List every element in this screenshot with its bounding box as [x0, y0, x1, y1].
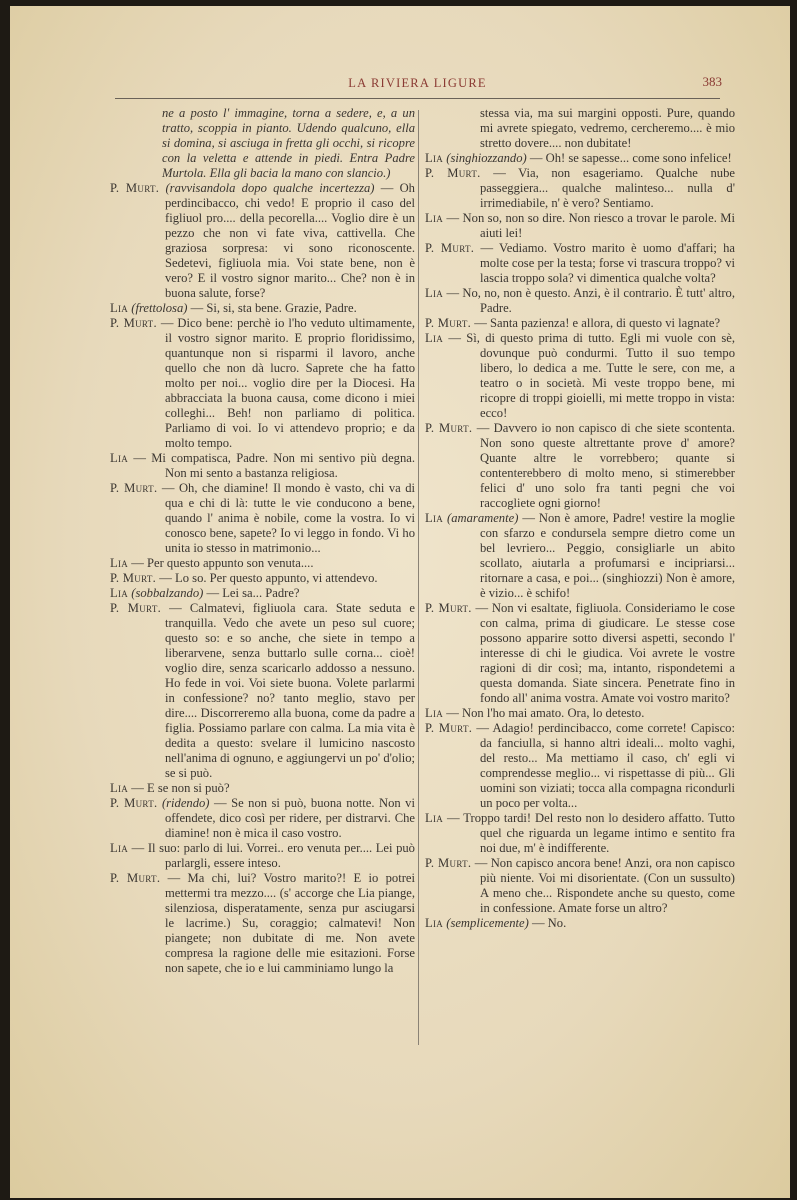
speaker-name: P. Murt. — [110, 871, 161, 885]
page-header — [115, 72, 720, 99]
speaker-name: P. Murt. — [425, 601, 472, 615]
speaker-name: P. Murt. — [110, 181, 160, 195]
speech-text: — Non vi esaltate, figliuola. Consideriamo le cose con calma, prima di giudicare. Le stesse cose possono apparire sotto diversi aspetti, secondo l' interesse di chi le giudica. Voi avrete le vostre ragioni di dir così; ma, intanto, rispondetemi a questa domanda. Siate sincera. Penetrate fino in fondo all' anima vostra. Amate voi vostro marito? — [475, 601, 735, 705]
speaker-name: Lia — [425, 511, 444, 525]
speaker-name: P. Murt. — [110, 571, 157, 585]
speech-paragraph — [110, 871, 415, 976]
stage-direction: ne a posto l' immagine, torna a sedere, e, a un tratto, scoppia in pianto. Udendo qualcuno, ella si domina, si asciuga in fretta gli occhi, si ricopre con la veletta e attende in piedi. Entra Padre Murtola. Ella gli bacia la mano con slancio.) — [162, 106, 415, 180]
speech-paragraph — [425, 421, 735, 511]
speech-text: — No. — [531, 916, 567, 930]
speech-text: — Non capisco ancora bene! Anzi, ora non capisco più niente. Voi mi disorientate. (Con un sussulto) A meno che... Rispondete anche su questo, come in confessione. Amate forse un altro? — [474, 856, 735, 915]
speech-text: — Troppo tardi! Del resto non lo desidero affatto. Tutto quel che riguarda un legame intimo e sentito fra noi due, m' è indifferente. — [447, 811, 735, 855]
speech-paragraph — [110, 451, 415, 481]
speaker-name: P. Murt. — [425, 421, 473, 435]
speech-paragraph — [425, 316, 735, 331]
stage-direction-inline: (ridendo) — [161, 796, 210, 810]
column-divider — [418, 110, 419, 1045]
stage-direction-inline: (amaramente) — [447, 511, 519, 525]
speaker-name: Lia — [110, 781, 129, 795]
speaker-name: P. Murt. — [110, 601, 162, 615]
page-number: 383 — [702, 74, 722, 89]
speaker-name: P. Murt. — [425, 166, 481, 180]
speech-paragraph — [110, 586, 415, 601]
speaker-name: P. Murt. — [425, 316, 472, 330]
speech-text: — Se non si può, buona notte. Non vi offendete, dico così per ridere, per distrarvi. Che diamine! non è mica il caso vostro. — [165, 796, 415, 840]
speech-text: — Adagio! perdincibacco, come correte! Capisco: da fanciulla, si hanno altri ideali... molto vaghi, del resto... Ma mettiamo il caso, ch' egli vi comprendesse meglio... vi rispettasse di più... Gli uomini son viziati; tocca alla compagna ricondurli un poco per volta... — [476, 721, 735, 810]
speech-text: — E se non si può? — [131, 781, 230, 795]
speech-paragraph — [110, 841, 415, 871]
stage-direction-inline: (singhiozzando) — [446, 151, 527, 165]
speech-paragraph — [110, 181, 415, 301]
speech-text: — No, no, non è questo. Anzi, è il contrario. È tutt' altro, Padre. — [446, 286, 735, 315]
stage-direction-inline: (semplicemente) — [446, 916, 529, 930]
speech-paragraph — [425, 511, 735, 601]
speech-text: — Via, non esageriamo. Qualche nube passeggiera... qualche malinteso... nulla d' irrimediabile, n' è vero? Sentiamo. — [480, 166, 735, 210]
speaker-name: P. Murt. — [425, 856, 472, 870]
stage-direction-inline: (frettolosa) — [131, 301, 188, 315]
speaker-name: Lia — [110, 451, 129, 465]
speech-text: — Non so, non so dire. Non riesco a trovar le parole. Mi aiuti lei! — [446, 211, 735, 240]
speech-paragraph — [425, 166, 735, 211]
speaker-name: P. Murt. — [110, 316, 157, 330]
speech-text: — Si, si, sta bene. Grazie, Padre. — [190, 301, 357, 315]
speech-paragraph — [110, 781, 415, 796]
speech-text: — Vediamo. Vostro marito è uomo d'affari; ha molte cose per la testa; forse vi trascura troppo? vi lascia troppo sola? vi dimentica qualche volta? — [480, 241, 735, 285]
speech-paragraph — [425, 601, 735, 706]
speech-paragraph — [425, 706, 735, 721]
speech-text: — Il suo: parlo di lui. Vorrei.. ero venuta per.... Lei può parlargli, essere inteso. — [131, 841, 415, 870]
speaker-name: P. Murt. — [110, 481, 158, 495]
scanned-page — [10, 6, 790, 1198]
speech-text: — Lei sa... Padre? — [206, 586, 300, 600]
speech-paragraph — [110, 601, 415, 781]
speaker-name: Lia — [110, 556, 129, 570]
speech-text: — Oh! se sapesse... come sono infelice! — [529, 151, 732, 165]
speech-text: — Per questo appunto son venuta.... — [131, 556, 314, 570]
speech-paragraph — [425, 331, 735, 421]
speech-text: — Lo so. Per questo appunto, vi attendevo. — [159, 571, 378, 585]
speaker-name: P. Murt. — [425, 241, 475, 255]
speaker-name: Lia — [425, 151, 444, 165]
speech-text: — Mi compatisca, Padre. Non mi sentivo più degna. Non mi sento a bastanza religiosa. — [133, 451, 415, 480]
speaker-name: Lia — [110, 301, 129, 315]
speech-text: — Santa pazienza! e allora, di questo vi lagnate? — [474, 316, 721, 330]
speech-paragraph — [110, 571, 415, 586]
speech-text: — Calmatevi, figliuola cara. State seduta e tranquilla. Vedo che avete un peso sul cuore; questo so: e so anche, che siete in tempo a liberarvene, senza buttarlo sulle corna... cioè! voglio dire, senza scaricarlo addosso a nessuno. Ho fede in voi. Voi siete buona. Volete parlarmi in confessione? no? tanto meglio, stavo per dire.... Discorreremo alla buona, come da padre a figlia. Possiamo parlare con calma. La mia vita è dedita a questo: svelare il lumicino nascosto nell'anima di ognuno, e aggiungervi un po' d'olio; se si può. — [165, 601, 415, 780]
speaker-name: Lia — [425, 211, 444, 225]
speaker-name: Lia — [425, 811, 444, 825]
speech-text: — Dico bene: perchè io l'ho veduto ultimamente, il vostro signor marito. E proprio floridissimo, quantunque non si risparmi il lavoro, anche quello che non dà lucro. Saprete che ha fatto molto per noi... voglio dire per la Diocesi. Ha abbracciata la buona causa, come dicono i miei colleghi... Beh! non parliamo di politica. Parliamo di voi. Io vi attendevo proprio; e da molto tempo. — [160, 316, 415, 450]
speech-text: — Ma chi, lui? Vostro marito?! E io potrei mettermi tra mezzo.... (s' accorge che Lia piange, silenziosa, disperatamente, senza pur asciugarsi le lacrime.) Su, coraggio; calmatevi! Non piangete; non dubitate di me. Non avete compresa la ragione delle mie esitazioni. Forse non sapete, che io e lui camminiamo lungo la — [165, 871, 415, 975]
speaker-name: Lia — [425, 331, 444, 345]
speaker-name: P. Murt. — [425, 721, 473, 735]
speech-paragraph — [425, 241, 735, 286]
speaker-name: Lia — [110, 586, 129, 600]
speech-paragraph — [425, 151, 735, 166]
speaker-name: Lia — [425, 286, 444, 300]
right-column — [425, 106, 735, 931]
speech-paragraph — [425, 286, 735, 316]
speech-text: — Oh perdincibacco, chi vedo! E proprio il caso del figliuol pro.... della pecorella.... Voglio dire è un pezzo che non vi fate viva, cattivella. Che graziosa sorpresa: vi sono riconoscente. Sedetevi, figliuola mia. Voi state bene, non è vero? E il vostro signor marito... Che? non è in buona salute, forse? — [165, 181, 415, 300]
speech-text: — Davvero io non capisco di che siete scontenta. Non sono queste altrettante prove d' amore? Quante altre le vorrebbero; quante si contenterebbero di molto meno, si stimerebber felici d' uno solo fra tanti pegni che voi raccogliete ogni giorno! — [476, 421, 735, 510]
speech-paragraph — [425, 211, 735, 241]
speaker-name: P. Murt. — [110, 796, 158, 810]
speaker-name: Lia — [425, 916, 444, 930]
left-column — [110, 106, 415, 976]
speech-text: — Non l'ho mai amato. Ora, lo detesto. — [446, 706, 645, 720]
running-title: LA RIVIERA LIGURE — [348, 76, 487, 90]
stage-direction-inline: (ravvisandola dopo qualche incertezza) — [165, 181, 375, 195]
speech-paragraph — [425, 721, 735, 811]
speaker-name: Lia — [425, 706, 444, 720]
speech-paragraph — [110, 481, 415, 556]
speech-paragraph — [110, 556, 415, 571]
speech-paragraph — [425, 811, 735, 856]
speech-paragraph — [425, 856, 735, 916]
speech-paragraph — [110, 301, 415, 316]
speech-text: — Non è amore, Padre! vestire la moglie con sfarzo e condursela sempre dietro come un bel levriero... Peggio, consigliarle un abito scollato, aiutarla a profumarsi e incipriarsi... ritornare a casa, e poi... (singhiozzi) Non è amore, è vizio... è schifo! — [480, 511, 735, 600]
speech-text: — Sì, di questo prima di tutto. Egli mi vuole con sè, dovunque può condurmi. Tutto il suo tempo libero, lo dedica a me. Tutte le sere, con me, a teatro o in società. Mi veste troppo bene, mi ricopre di troppi gioielli, mi mette troppo in vista: ecco! — [448, 331, 735, 420]
speech-continuation: stessa via, ma sui margini opposti. Pure, quando mi avrete spiegato, vedremo, cercheremo.... è mio stretto dovere.... non dubitate! — [480, 106, 735, 150]
speech-paragraph — [110, 796, 415, 841]
speech-text: — Oh, che diamine! Il mondo è vasto, chi va di qua e chi di là: tutte le vie conducono a bene, quando l' anima è nobile, come la vostra. Io vi conosco bene, sapete? Io vi leggo in fondo. Vi ho unita io stesso in matrimonio... — [161, 481, 415, 555]
speaker-name: Lia — [110, 841, 129, 855]
stage-direction-inline: (sobbalzando) — [131, 586, 204, 600]
speech-paragraph — [425, 916, 735, 931]
speech-paragraph — [110, 316, 415, 451]
